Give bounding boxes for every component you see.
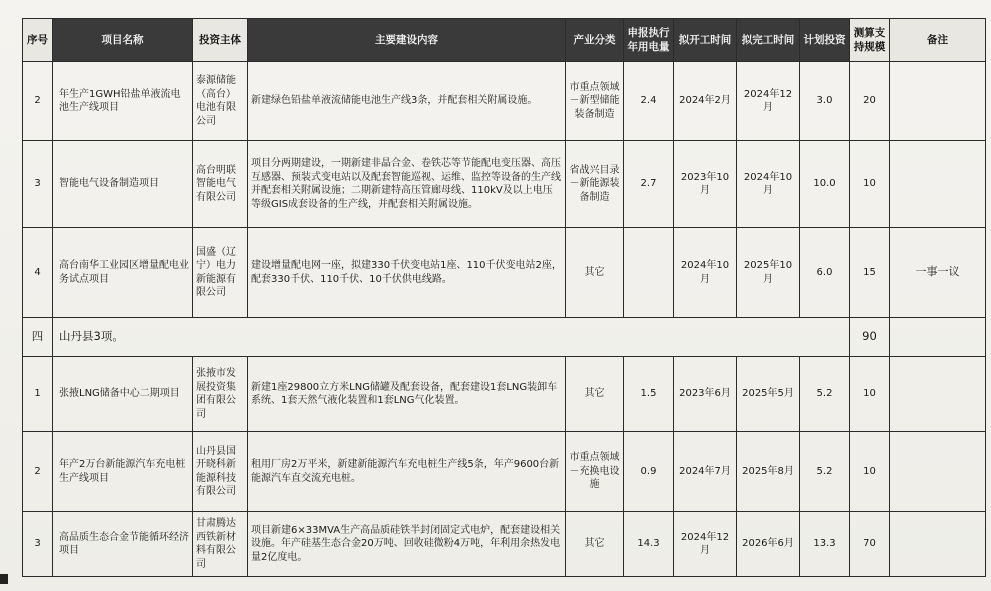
cell-content: 建设增量配电网一座，拟建330千伏变电站1座、110千伏变电站2座，配套330千伏、110千伏、10千伏供电线路。	[248, 228, 566, 318]
cell-start: 2023年6月	[674, 357, 737, 432]
cell-industry: 省战兴目录－新能源装备制造	[566, 141, 624, 228]
cell-finish: 2025年5月	[737, 357, 800, 432]
header-power: 申报执行年用电量	[624, 19, 674, 62]
header-owner: 投资主体	[193, 19, 248, 62]
table-row	[23, 357, 986, 432]
header-finish: 拟完工时间	[737, 19, 800, 62]
cell-owner: 国盛（辽宁）电力新能源有限公司	[193, 228, 248, 318]
cell-start: 2024年2月	[674, 62, 737, 141]
section-scale: 90	[850, 318, 890, 357]
cell-finish: 2026年6月	[737, 512, 800, 577]
header-scale: 测算支持规模	[850, 19, 890, 62]
cell-owner: 张掖市发展投资集团有限公司	[193, 357, 248, 432]
section-seq: 四	[23, 318, 53, 357]
cell-industry: 市重点领域－新型储能装备制造	[566, 62, 624, 141]
header-content: 主要建设内容	[248, 19, 566, 62]
cell-remark	[890, 357, 986, 432]
cell-seq: 4	[23, 228, 53, 318]
cell-remark	[890, 432, 986, 512]
cell-seq: 3	[23, 512, 53, 577]
cell-remark	[890, 141, 986, 228]
cell-start: 2023年10月	[674, 141, 737, 228]
table-header-row	[23, 19, 986, 62]
section-title: 山丹县3项。	[53, 318, 850, 357]
project-table	[22, 18, 986, 577]
cell-owner: 高台明联智能电气有限公司	[193, 141, 248, 228]
cell-scale: 10	[850, 432, 890, 512]
cell-investment: 13.3	[800, 512, 850, 577]
scan-edge-mark	[0, 574, 8, 584]
header-name: 项目名称	[53, 19, 193, 62]
table-row	[23, 512, 986, 577]
cell-scale: 10	[850, 141, 890, 228]
table-row	[23, 228, 986, 318]
cell-name: 张掖LNG储备中心二期项目	[53, 357, 193, 432]
cell-name: 高品质生态合金节能循环经济项目	[53, 512, 193, 577]
cell-seq: 3	[23, 141, 53, 228]
cell-owner: 甘肃腾达西铁新材料有限公司	[193, 512, 248, 577]
cell-remark	[890, 512, 986, 577]
cell-investment: 5.2	[800, 357, 850, 432]
cell-start: 2024年10月	[674, 228, 737, 318]
cell-industry: 其它	[566, 357, 624, 432]
cell-scale: 15	[850, 228, 890, 318]
cell-remark	[890, 62, 986, 141]
cell-content: 新建1座29800立方米LNG储罐及配套设备，配套建设1套LNG装卸车系统、1套天然气液化装置和1套LNG气化装置。	[248, 357, 566, 432]
section-remark	[890, 318, 986, 357]
section-row	[23, 318, 986, 357]
cell-power: 2.7	[624, 141, 674, 228]
cell-finish: 2025年8月	[737, 432, 800, 512]
table-row	[23, 432, 986, 512]
cell-content: 项目新建6×33MVA生产高品质硅铁半封闭固定式电炉，配套建设相关设施。年产硅基生态合金20万吨、回收硅微粉4万吨，年利用余热发电量2亿度电。	[248, 512, 566, 577]
cell-remark: 一事一议	[890, 228, 986, 318]
cell-seq: 2	[23, 62, 53, 141]
table-row	[23, 62, 986, 141]
cell-owner: 山丹县国开晓科新能源科技有限公司	[193, 432, 248, 512]
header-investment: 计划投资	[800, 19, 850, 62]
cell-start: 2024年12月	[674, 512, 737, 577]
cell-finish: 2024年10月	[737, 141, 800, 228]
cell-power: 2.4	[624, 62, 674, 141]
cell-finish: 2025年10月	[737, 228, 800, 318]
cell-seq: 1	[23, 357, 53, 432]
cell-name: 智能电气设备制造项目	[53, 141, 193, 228]
cell-power: 14.3	[624, 512, 674, 577]
cell-seq: 2	[23, 432, 53, 512]
cell-investment: 10.0	[800, 141, 850, 228]
header-seq: 序号	[23, 19, 53, 62]
cell-power: 1.5	[624, 357, 674, 432]
cell-name: 年产2万台新能源汽车充电桩生产线项目	[53, 432, 193, 512]
cell-owner: 泰源储能（高台）电池有限公司	[193, 62, 248, 141]
cell-power: 0.9	[624, 432, 674, 512]
cell-scale: 20	[850, 62, 890, 141]
cell-content: 租用厂房2万平米，新建新能源汽车充电桩生产线5条，年产9600台新能源汽车直交流充电桩。	[248, 432, 566, 512]
cell-content: 项目分两期建设，一期新建非晶合金、卷铁芯等节能配电变压器、高压互感器、预装式变电站以及配套智能巡视、运维、监控等设备的生产线并配套相关附属设施；二期新建特高压管廊母线、110kV及以上电压等级GIS成套设备的生产线，并配套相关附属设施。	[248, 141, 566, 228]
cell-finish: 2024年12月	[737, 62, 800, 141]
cell-scale: 10	[850, 357, 890, 432]
cell-industry: 市重点领域－充换电设施	[566, 432, 624, 512]
cell-industry: 其它	[566, 228, 624, 318]
cell-investment: 6.0	[800, 228, 850, 318]
table-row	[23, 141, 986, 228]
cell-industry: 其它	[566, 512, 624, 577]
cell-name: 高台南华工业园区增量配电业务试点项目	[53, 228, 193, 318]
header-industry: 产业分类	[566, 19, 624, 62]
cell-start: 2024年7月	[674, 432, 737, 512]
cell-investment: 5.2	[800, 432, 850, 512]
cell-name: 年生产1GWH铅盐单液流电池生产线项目	[53, 62, 193, 141]
header-remark: 备注	[890, 19, 986, 62]
cell-investment: 3.0	[800, 62, 850, 141]
cell-scale: 70	[850, 512, 890, 577]
cell-content: 新建绿色铅盐单液流储能电池生产线3条，并配套相关附属设施。	[248, 62, 566, 141]
cell-power	[624, 228, 674, 318]
header-start: 拟开工时间	[674, 19, 737, 62]
